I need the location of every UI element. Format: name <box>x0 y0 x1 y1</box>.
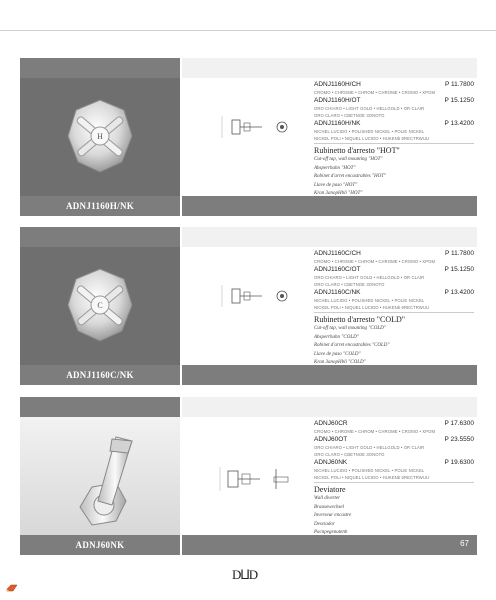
description-line: Robinet d'arret encastrables "COLD" <box>314 343 390 348</box>
product-caption: ADNJ1160C/NK <box>20 365 180 385</box>
info-footer-bar <box>182 365 477 385</box>
variant-row <box>314 96 474 105</box>
variant-code: ADNJ1160H/CH <box>314 81 361 88</box>
info-body <box>182 417 477 535</box>
variant-price: P 11.7800 <box>444 250 474 257</box>
technical-drawing <box>202 275 312 315</box>
variant-finish: NICHEL LUCIDO • POLISHED NICKEL • POLIE NICKEL <box>314 298 425 303</box>
technical-drawing <box>202 106 312 146</box>
description-line: Desviador <box>314 521 335 527</box>
variant-price: P 13.4200 <box>444 289 474 296</box>
info-footer-bar <box>182 535 477 555</box>
product-photo-diverter <box>20 417 180 535</box>
variant-row <box>314 119 474 128</box>
photo-column <box>20 397 180 555</box>
svg-text:C: C <box>97 301 103 310</box>
description-line: Inverseur encastre <box>314 513 352 518</box>
variant-code: ADNJ60NK <box>314 459 348 466</box>
description-line: Wall diverter <box>314 496 341 501</box>
info-column <box>182 227 477 385</box>
variant-finish: CROMO • CHROME • CHROM • CHROME • CROMO • XPOM <box>314 90 436 95</box>
variant-finish: ORO CLARO • CBETNOE 3ONOTO <box>314 452 385 457</box>
technical-drawing <box>202 459 312 499</box>
variant-price: P 23.5550 <box>444 436 474 443</box>
separator <box>314 482 474 483</box>
description-line: Absperrhahn "HOT" <box>314 165 356 171</box>
description-line: Brausewechsel <box>314 504 344 510</box>
variant-finish: NICKEL POLI • NIQUEL LUCIDO • HUKENb 6RECTRWUU <box>314 305 430 310</box>
variant-price: P 19.6300 <box>444 459 474 466</box>
photo-header-bar <box>20 227 180 247</box>
variant-list <box>314 249 474 368</box>
variant-code: ADNJ60OT <box>314 436 348 443</box>
variant-finish: NICHEL LUCIDO • POLISHED NICKEL • POLIE NICKEL <box>314 468 425 473</box>
variant-price: P 13.4200 <box>444 120 474 127</box>
variant-price: P 11.7800 <box>444 81 474 88</box>
product-photo-cold <box>20 247 180 365</box>
svg-text:H: H <box>97 132 103 141</box>
info-column <box>182 397 477 555</box>
variant-list <box>314 419 474 538</box>
variant-code: ADNJ1160H/NK <box>314 120 361 127</box>
variant-row <box>314 265 474 274</box>
description-line: Pacnpegenutenb <box>314 530 348 535</box>
info-body <box>182 78 477 196</box>
separator <box>314 143 474 144</box>
variant-finish: ORO CHIARO • LIGHT GOLD • HELLGOLD • OR CLAIR <box>314 275 425 280</box>
brand-logo: D⨿D <box>232 567 258 582</box>
photo-header-bar <box>20 58 180 78</box>
variant-finish: NICKEL POLI • NIQUEL LUCIDO • HUKENb 6RECTRWUU <box>314 136 430 141</box>
variant-finish: NICKEL POLI • NIQUEL LUCIDO • HUKENb 6RECTRWUU <box>314 475 430 480</box>
variant-row <box>314 419 474 428</box>
separator <box>314 312 474 313</box>
info-header-bar <box>182 397 477 417</box>
photo-header-bar <box>20 397 180 417</box>
info-column <box>182 58 477 216</box>
info-header-bar <box>182 227 477 247</box>
variant-row <box>314 458 474 467</box>
info-header-bar <box>182 58 477 78</box>
product-block-hot <box>20 58 477 216</box>
product-block-cold <box>20 227 477 385</box>
info-body <box>182 247 477 365</box>
variant-code: ADNJ60CR <box>314 420 348 427</box>
info-footer-bar <box>182 196 477 216</box>
variant-finish: NICHEL LUCIDO • POLISHED NICKEL • POLIE NICKEL <box>314 129 425 134</box>
variant-finish: ORO CLARO • CBETNOE 3ONOTO <box>314 113 385 118</box>
variant-list <box>314 80 474 199</box>
description-line: Llave de paso "COLD" <box>314 351 361 357</box>
top-rule <box>0 30 496 31</box>
description-line: Cut-off tap, wall mounting "HOT" <box>314 157 383 162</box>
product-title: Deviatore <box>314 485 346 494</box>
variant-row <box>314 288 474 297</box>
description-line: Robinet d'arret encastrables "HOT" <box>314 174 387 179</box>
variant-row <box>314 249 474 258</box>
variant-code: ADNJ1160C/NK <box>314 289 361 296</box>
variant-code: ADNJ1160C/OT <box>314 266 361 273</box>
product-caption: ADNJ60NK <box>20 535 180 555</box>
description-line: Llave de paso "HOT" <box>314 182 358 188</box>
photo-column <box>20 58 180 216</box>
description-line: Absperrhahn "COLD" <box>314 334 359 340</box>
product-title: Rubinetto d'arresto "COLD" <box>314 315 406 324</box>
description-line: Kran 3anopHbli "HOT" <box>314 191 363 196</box>
variant-price: P 15.1250 <box>444 266 474 273</box>
variant-code: ADNJ1160C/CH <box>314 250 361 257</box>
product-caption: ADNJ1160H/NK <box>20 196 180 216</box>
diverter-lever-image <box>20 417 180 535</box>
variant-finish: ORO CLARO • CBETNOE 3ONOTO <box>314 282 385 287</box>
variant-row <box>314 80 474 89</box>
variant-price: P 15.1250 <box>444 97 474 104</box>
description-line: Kran 3anopHbli "COLD" <box>314 360 366 365</box>
variant-price: P 17.6300 <box>444 420 474 427</box>
page-number: 67 <box>460 539 469 548</box>
eraser-icon[interactable] <box>6 584 18 592</box>
variant-code: ADNJ1160H/OT <box>314 97 361 104</box>
photo-column <box>20 227 180 385</box>
product-title: Rubinetto d'arresto "HOT" <box>314 146 400 155</box>
tap-handle-cold-image <box>20 247 180 365</box>
tap-handle-hot-image <box>20 78 180 196</box>
variant-finish: CROMO • CHROME • CHROM • CHROME • CROMO • XPOM <box>314 429 436 434</box>
variant-row <box>314 435 474 444</box>
description-line: Cut-off tap, wall mounting "COLD" <box>314 326 386 331</box>
product-photo-hot <box>20 78 180 196</box>
product-block-diverter <box>20 397 477 555</box>
variant-finish: CROMO • CHROME • CHROM • CHROME • CROMO • XPOM <box>314 259 436 264</box>
variant-finish: ORO CHIARO • LIGHT GOLD • HELLGOLD • OR CLAIR <box>314 106 425 111</box>
variant-finish: ORO CHIARO • LIGHT GOLD • HELLGOLD • OR CLAIR <box>314 445 425 450</box>
